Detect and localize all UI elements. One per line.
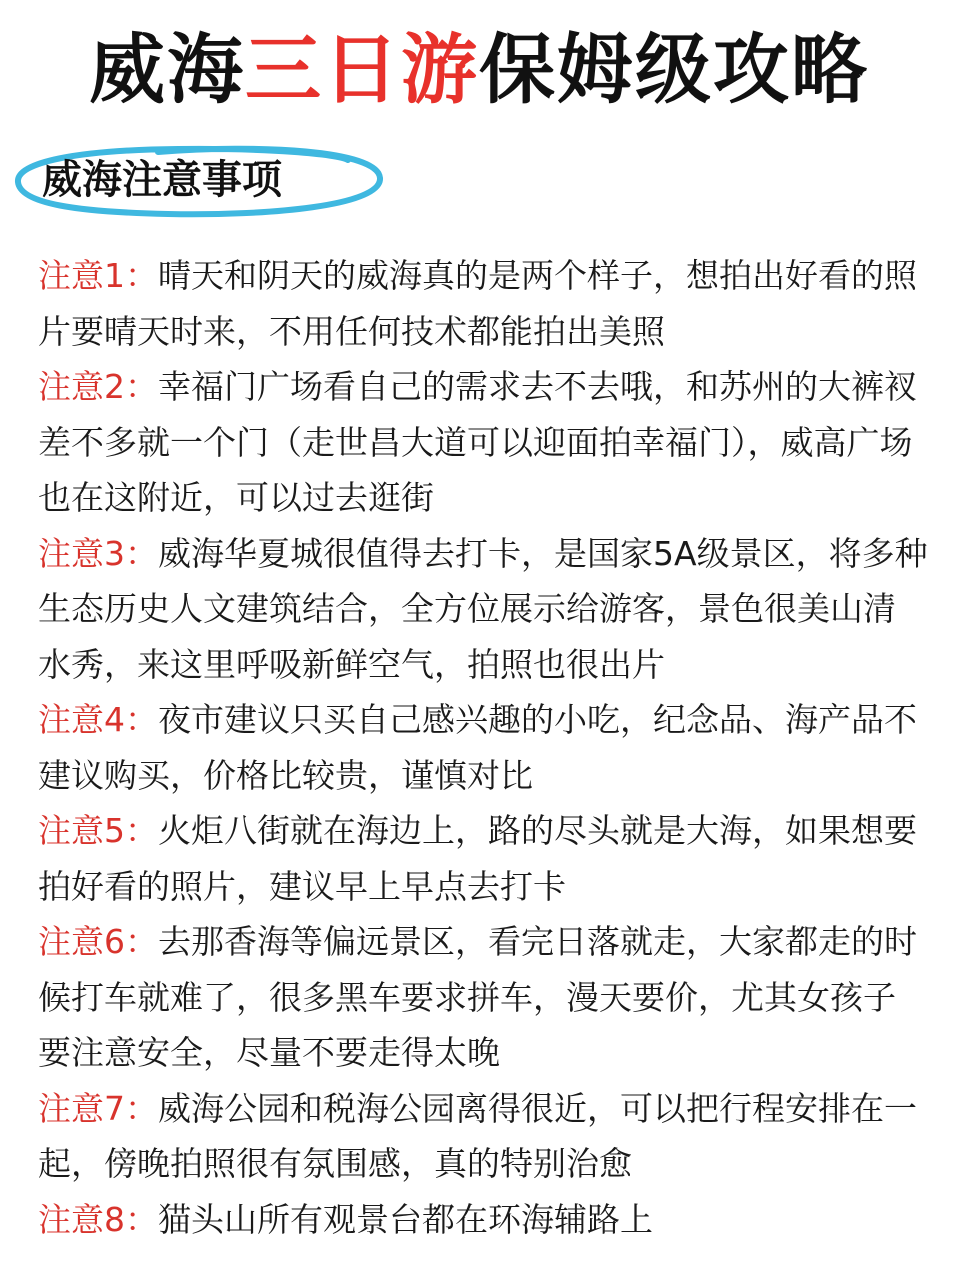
- section-heading-block: [8, 140, 408, 220]
- note-label: 注意8：: [38, 1199, 158, 1239]
- title-part2: 保姆级攻略: [479, 25, 869, 114]
- note-item: [38, 1192, 928, 1248]
- note-text: 夜市建议只买自己感兴趣的小吃，纪念品、海产品不建议购买，价格比较贵，谨慎对比: [38, 700, 917, 795]
- note-label: 注意1：: [38, 256, 158, 295]
- note-label: 注意3：: [38, 533, 158, 573]
- note-label: 注意5：: [38, 811, 158, 850]
- note-item: [38, 914, 928, 1081]
- note-text: 威海公园和税海公园离得很近，可以把行程安排在一起，傍晚拍照很有氛围感，真的特别治愈: [38, 1088, 917, 1183]
- note-label: 注意7：: [38, 1088, 158, 1128]
- note-label: 注意4：: [38, 700, 158, 739]
- note-item: [38, 692, 928, 803]
- note-label: 注意6：: [38, 922, 158, 961]
- notes-list: [38, 248, 928, 1247]
- note-text: 猫头山所有观景台都在环海辅路上: [158, 1199, 653, 1239]
- note-item: [38, 1081, 928, 1192]
- note-item: [38, 526, 928, 693]
- note-item: [38, 248, 928, 359]
- note-item: [38, 359, 928, 526]
- section-heading: 威海注意事项: [42, 157, 282, 203]
- note-text: 去那香海等偏远景区，看完日落就走，大家都走的时候打车就难了，很多黑车要求拼车，漫天要价，尤其女孩子要注意安全，尽量不要走得太晚: [38, 922, 917, 1072]
- page-title: [0, 18, 958, 122]
- note-label: 注意2：: [38, 367, 158, 406]
- title-highlight: 三日游: [245, 25, 479, 114]
- note-text: 火炬八街就在海边上，路的尽头就是大海，如果想要拍好看的照片，建议早上早点去打卡: [38, 811, 917, 906]
- note-item: [38, 803, 928, 914]
- title-part1: 威海: [89, 25, 245, 114]
- note-text: 威海华夏城很值得去打卡，是国家5A级景区，将多种生态历史人文建筑结合，全方位展示给游客，景色很美山清水秀，来这里呼吸新鲜空气，拍照也很出片: [38, 533, 928, 684]
- note-text: 晴天和阴天的威海真的是两个样子，想拍出好看的照片要晴天时来，不用任何技术都能拍出美照: [38, 256, 917, 351]
- note-text: 幸福门广场看自己的需求去不去哦，和苏州的大裤衩差不多就一个门（走世昌大道可以迎面拍幸福门），威高广场也在这附近，可以过去逛街: [38, 367, 917, 517]
